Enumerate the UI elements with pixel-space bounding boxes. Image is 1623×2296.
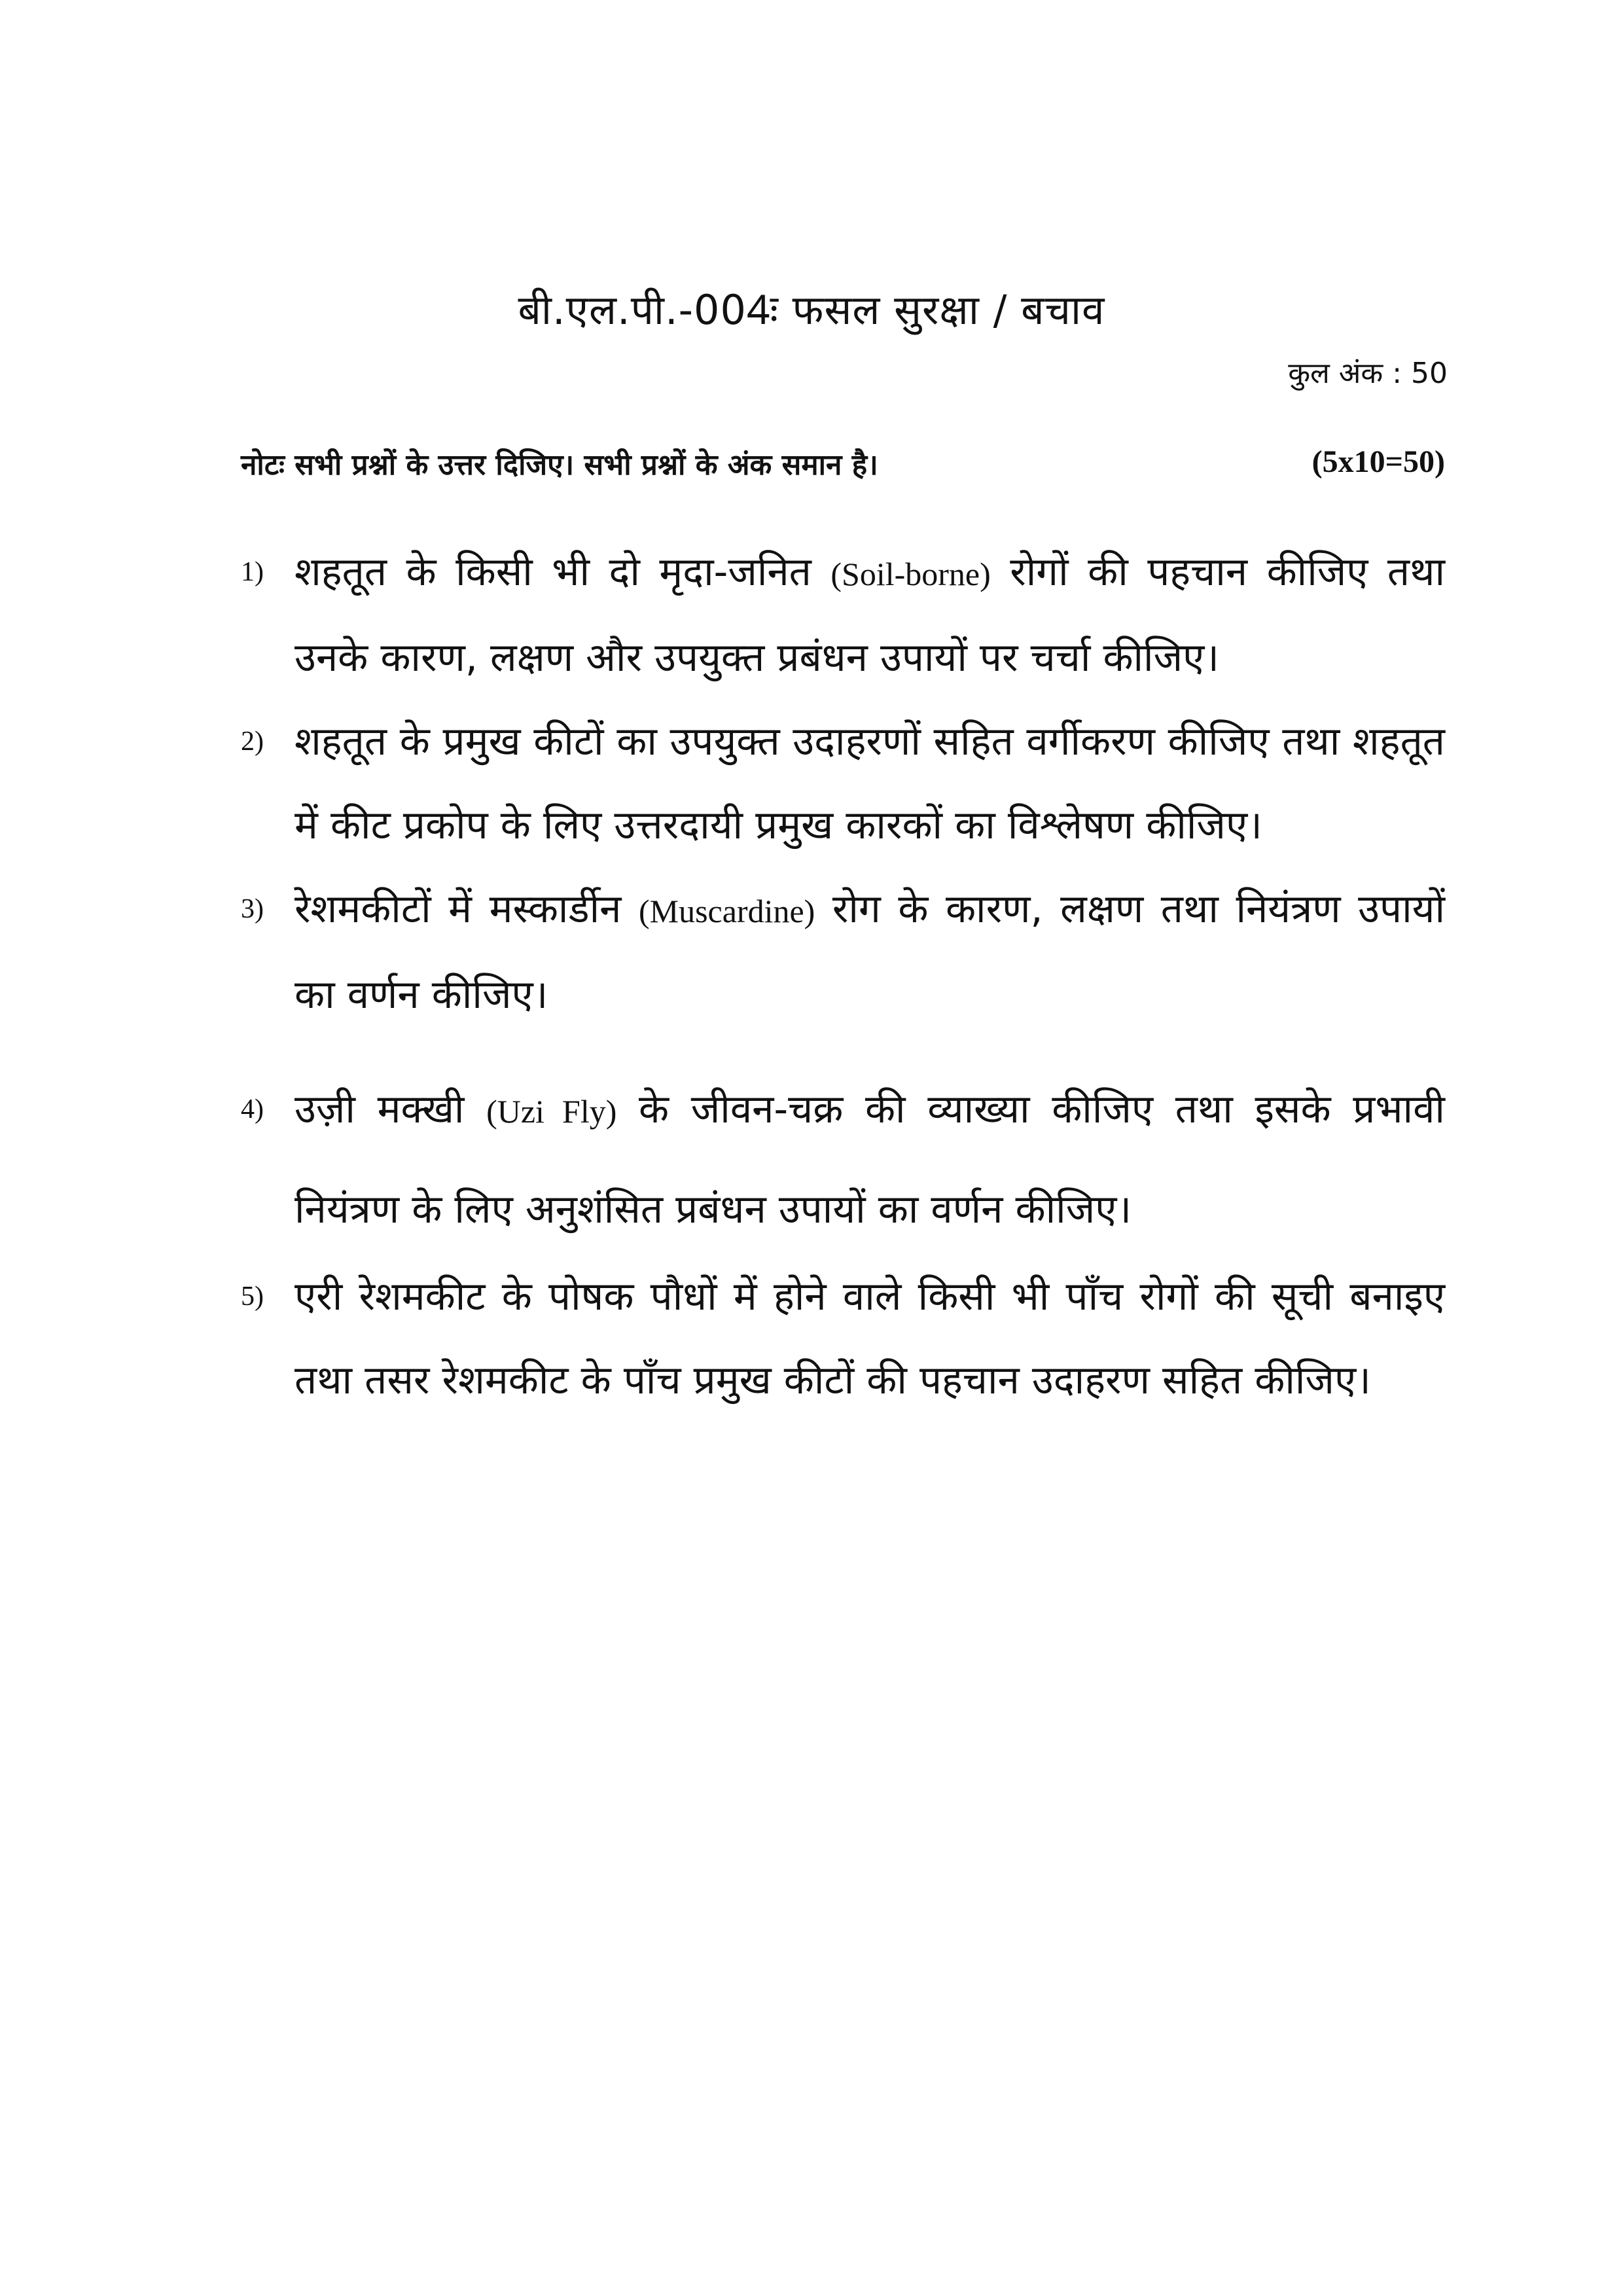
question-5: [241, 1255, 1445, 1422]
total-marks: कुल अंक : 50: [1288, 357, 1448, 390]
question-number: 2): [241, 726, 264, 757]
question-number: 3): [241, 894, 264, 924]
paper-title: बी.एल.पी.-004ः फसल सुरक्षा / बचाव: [518, 286, 1105, 334]
question-text: रोग के कारण, लक्षण तथा नियंत्रण उपायों का वर्णन कीजिए।: [294, 886, 1445, 1018]
question-term: (Muscardine): [638, 893, 815, 929]
question-3: [241, 867, 1445, 1037]
marks-distribution: (5x10=50): [1311, 444, 1445, 479]
question-text: शहतूत के प्रमुख कीटों का उपयुक्त उदाहरणों सहित वर्गीकरण कीजिए तथा शहतूत में कीट प्रकोप के लिए उत्तरदायी प्रमुख कारकों का विश्लेषण कीजिए।: [294, 719, 1445, 848]
instructions-note: [241, 444, 1445, 483]
question-text: शहतूत के किसी भी दो मृदा-जनित: [294, 549, 831, 595]
question-term: (Soil-borne): [830, 556, 991, 592]
question-4: [241, 1060, 1445, 1259]
question-text: रोगों की पहचान कीजिए तथा उनके कारण, लक्षण और उपयुक्त प्रबंधन उपायों पर चर्चा कीजिए।: [294, 549, 1445, 681]
question-list: [241, 530, 1445, 1422]
question-2: [241, 700, 1445, 867]
question-text: के जीवन-चक्र की व्याख्या कीजिए तथा इसके प्रभावी नियंत्रण के लिए अनुशंसित प्रबंधन उपायों का वर्णन कीजिए।: [294, 1086, 1445, 1232]
question-number: 4): [241, 1094, 264, 1124]
question-1: [241, 530, 1445, 700]
question-term: (Uzi Fly): [486, 1093, 617, 1130]
question-text: एरी रेशमकीट के पोषक पौधों में होने वाले किसी भी पाँच रोगों की सूची बनाइए तथा तसर रेशमकीट के पाँच प्रमुख कीटों की पहचान उदाहरण सहित कीजिए।: [294, 1274, 1445, 1403]
question-text: उज़ी मक्खी: [294, 1086, 487, 1132]
question-number: 1): [241, 557, 264, 587]
note-text: नोटः सभी प्रश्नों के उत्तर दिजिए। सभी प्रश्नों के अंक समान है।: [241, 448, 878, 482]
question-text: रेशमकीटों में मस्कार्डीन: [294, 886, 639, 932]
question-number: 5): [241, 1282, 264, 1312]
